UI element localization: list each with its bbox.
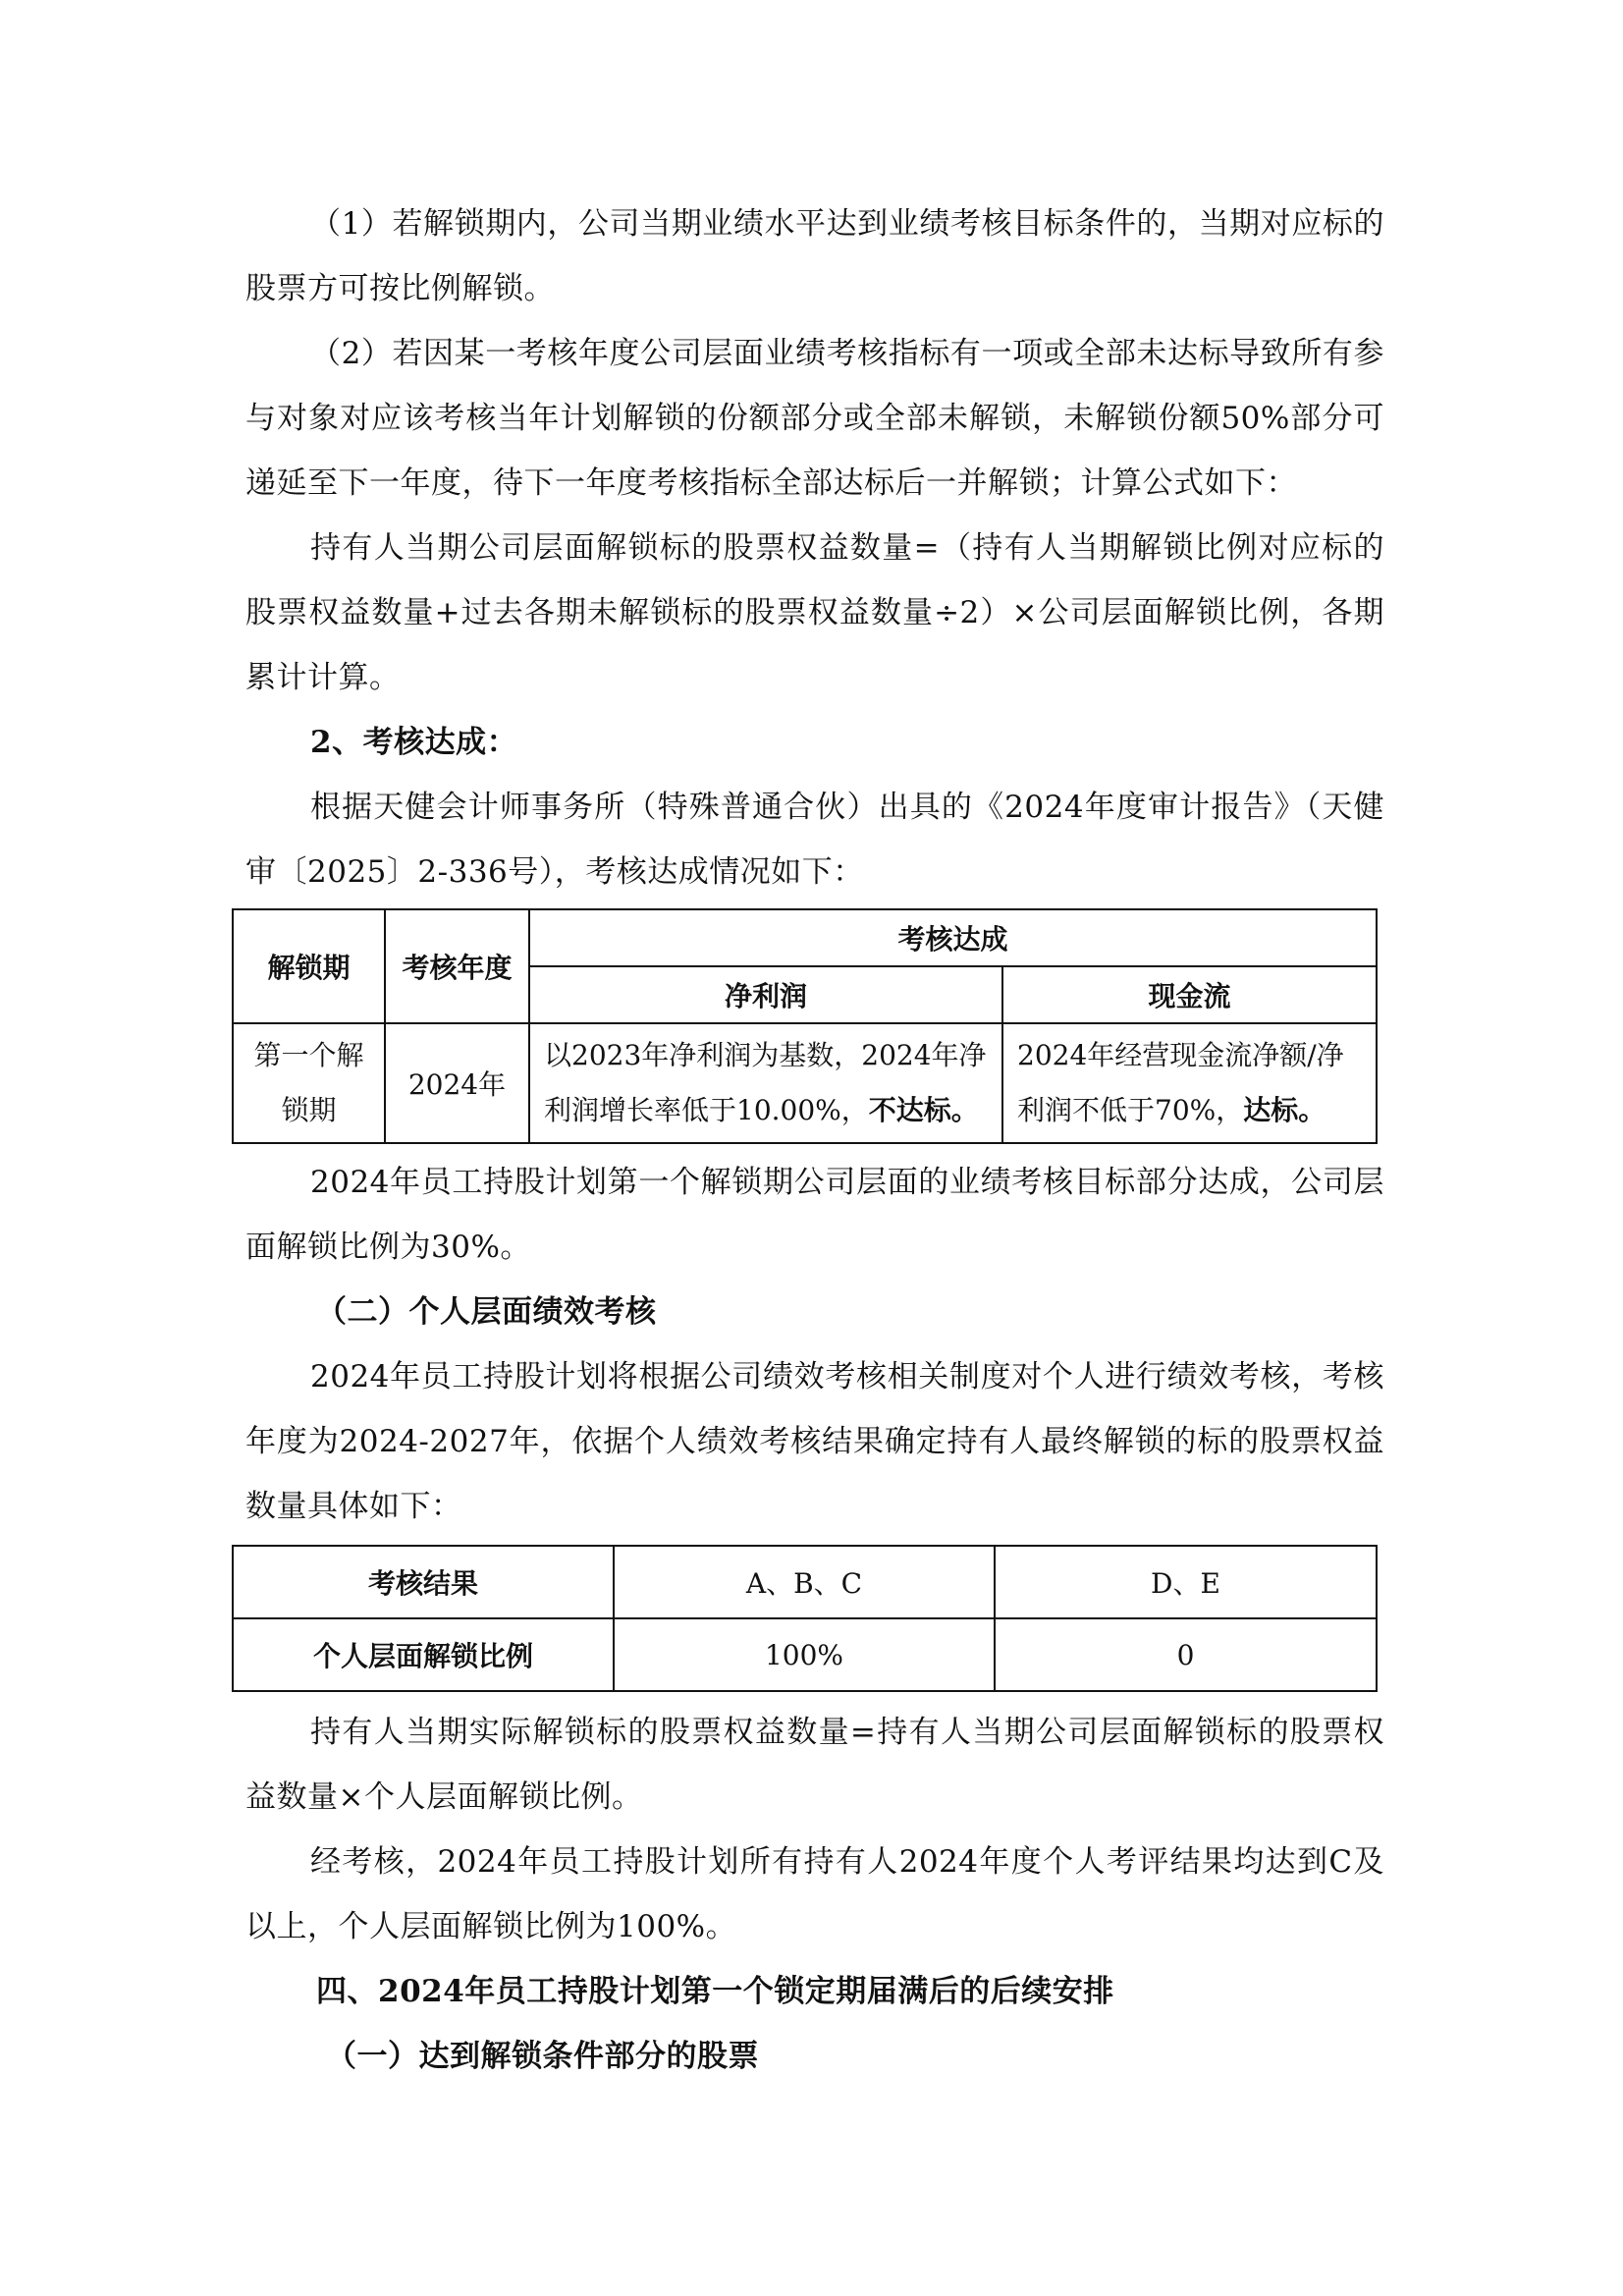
heading-assessment-achieved: 2、考核达成： <box>310 725 518 760</box>
cell-ratio-label: 个人层面解锁比例 <box>233 1618 614 1691</box>
paragraph-formula: 持有人当期公司层面解锁标的股票权益数量=（持有人当期解锁比例对应标的股票权益数量+过去各期未解锁标的股票权益数量÷2）×公司层面解锁比例，各期累计计算。 <box>245 530 1384 695</box>
cell-net-profit <box>529 1023 1002 1143</box>
individual-ratio-table <box>232 1545 1378 1692</box>
net-profit-result: 不达标。 <box>868 1094 979 1126</box>
paragraph-actual-unlock-formula: 持有人当期实际解锁标的股票权益数量=持有人当期公司层面解锁标的股票权益数量×个人层面解锁比例。 <box>245 1715 1384 1815</box>
cell-result-label: 考核结果 <box>233 1546 614 1618</box>
cell-cash-flow <box>1002 1023 1377 1143</box>
cell-ratio-de: 0 <box>995 1618 1377 1691</box>
header-assessment-year: 考核年度 <box>385 909 529 1023</box>
cash-flow-text: 2024年经营现金流净额/净利润不低于70%， <box>1017 1039 1344 1126</box>
heading-individual-assessment: （二）个人层面绩效考核 <box>316 1294 657 1330</box>
cell-ratio-abc: 100% <box>614 1618 995 1691</box>
cell-unlock-period: 第一个解锁期 <box>233 1023 385 1143</box>
net-profit-text: 以2023年净利润为基数，2024年净利润增长率低于10.00%， <box>544 1039 987 1126</box>
cell-result-de: D、E <box>995 1546 1377 1618</box>
cell-assessment-year: 2024年 <box>385 1023 529 1143</box>
header-cash-flow: 现金流 <box>1002 966 1377 1023</box>
heading-unlocked-shares: （一）达到解锁条件部分的股票 <box>326 2039 759 2074</box>
assessment-achievement-table <box>232 908 1378 1144</box>
header-net-profit: 净利润 <box>529 966 1002 1023</box>
paragraph-company-level-result: 2024年员工持股计划第一个解锁期公司层面的业绩考核目标部分达成，公司层面解锁比例为30%。 <box>245 1165 1384 1265</box>
cell-result-abc: A、B、C <box>614 1546 995 1618</box>
header-achievement: 考核达成 <box>529 909 1377 966</box>
paragraph-audit-report: 根据天健会计师事务所（特殊普通合伙）出具的《2024年度审计报告》（天健审〔2025〕2-336号），考核达成情况如下： <box>245 790 1384 890</box>
header-unlock-period: 解锁期 <box>233 909 385 1023</box>
document-page <box>245 191 1384 2089</box>
paragraph-assessment-outcome: 经考核，2024年员工持股计划所有持有人2024年度个人考评结果均达到C及以上，个人层面解锁比例为100%。 <box>245 1844 1384 1944</box>
cash-flow-result: 达标。 <box>1243 1094 1326 1126</box>
paragraph-unlock-condition-2: （2）若因某一考核年度公司层面业绩考核指标有一项或全部未达标导致所有参与对象对应该考核当年计划解锁的份额部分或全部未解锁，未解锁份额50%部分可递延至下一年度，待下一年度考核指标全部达标后一并解锁；计算公式如下： <box>245 336 1384 501</box>
paragraph-unlock-condition-1: （1）若解锁期内，公司当期业绩水平达到业绩考核目标条件的，当期对应标的股票方可按比例解锁。 <box>245 206 1384 306</box>
paragraph-individual-assessment: 2024年员工持股计划将根据公司绩效考核相关制度对个人进行绩效考核，考核年度为2024-2027年，依据个人绩效考核结果确定持有人最终解锁的标的股票权益数量具体如下： <box>245 1359 1384 1524</box>
heading-follow-up-arrangements: 四、2024年员工持股计划第一个锁定期届满后的后续安排 <box>316 1974 1114 2009</box>
